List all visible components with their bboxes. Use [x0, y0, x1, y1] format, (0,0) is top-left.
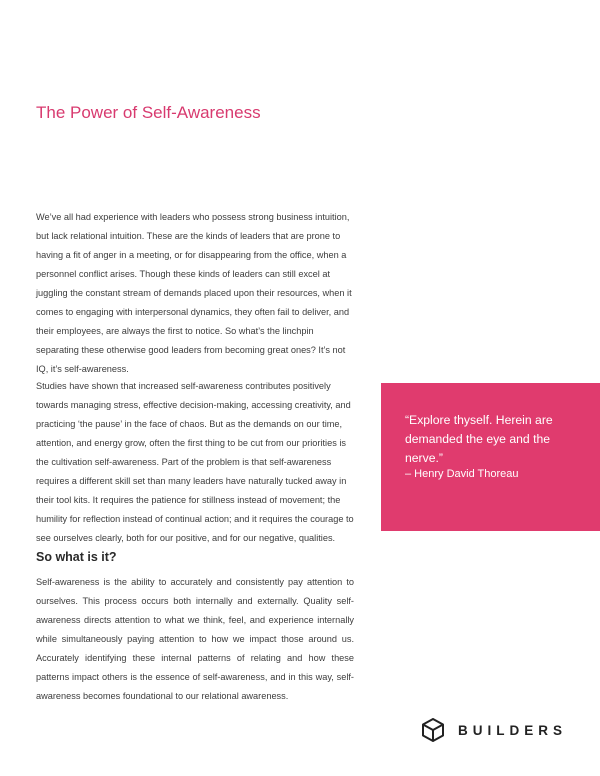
- quote-author: – Henry David Thoreau: [405, 468, 519, 480]
- cube-icon: [422, 718, 444, 742]
- logo-text: BUILDERS: [458, 722, 568, 738]
- intro-paragraph: We’ve all had experience with leaders who possess strong business intuition, but lack relational intuition. These are the kinds of leaders that are prone to having a fit of anger in a meeting, or for disappearing from the office, when a personnel conflict arises. Though these kinds of leaders can still excel at juggling the constant stream of demands placed upon their resources, when it comes to engaging with interpersonal dynamics, they often fail to deliver, and their employees, are always the first to notice. So what’s the linchpin separating these otherwise good leaders from becoming great ones? It’s not IQ, it’s self-awareness.: [36, 212, 352, 374]
- section-heading: So what is it?: [36, 550, 117, 564]
- studies-paragraph: Studies have shown that increased self-awareness contributes positively towards managing stress, effective decision-making, accessing creativity, and practicing ‘the pause’ in the face of chaos. But as the demands on our time, attention, and energy grow, often the first thing to be cut from our priorities is the cultivation self-awareness. Part of the problem is that self-awareness requires a different skill set than many leaders have naturally tucked away in their tool kits. It requires the patience for stillness instead of movement; the humility for reflection instead of continual action; and it requires the courage to see ourselves clearly, both for our positive, and for our negative, qualities.: [36, 381, 354, 543]
- section-paragraph: Self-awareness is the ability to accurately and consistently pay attention to ourselves. This process occurs both internally and externally. Quality self-awareness directs attention to what we think, feel, and experience internally while simultaneously paying attention to how we impact those around us. Accurately identifying these internal patterns of relating and how these patterns impact others is the essence of self-awareness, and in this way, self-awareness becomes foundational to our relational awareness.: [36, 577, 354, 701]
- quote-callout: [381, 383, 600, 531]
- page-title: The Power of Self-Awareness: [36, 103, 261, 122]
- builders-logo: [422, 717, 567, 743]
- quote-text: “Explore thyself. Herein are demanded the eye and the nerve.”: [405, 413, 553, 465]
